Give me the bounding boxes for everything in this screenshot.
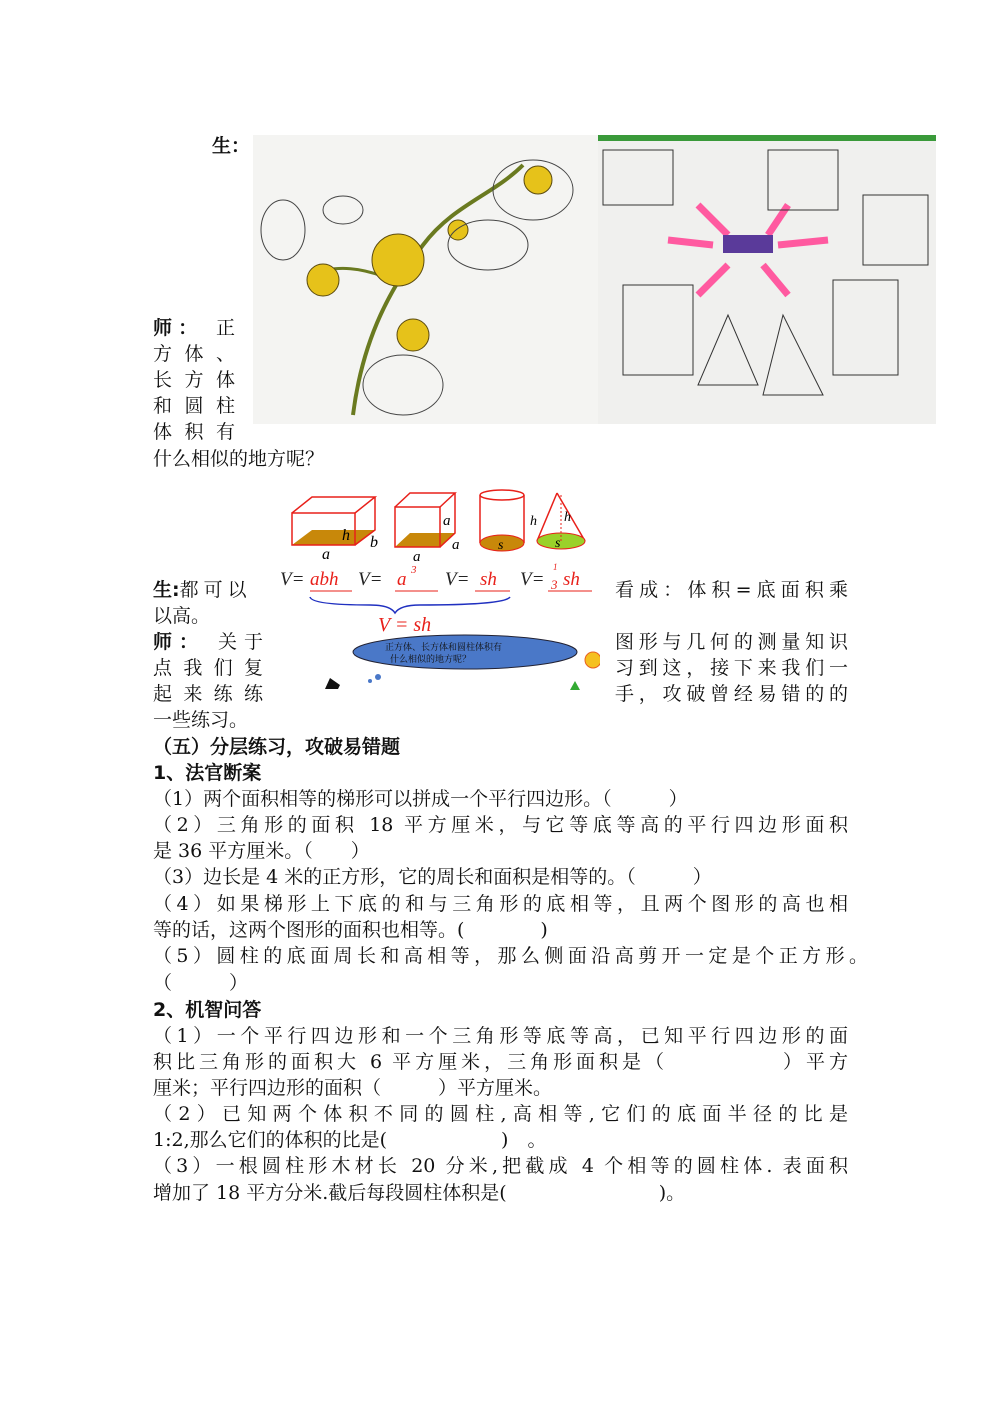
question-line: （ ）: [153, 972, 249, 994]
text-line: 起来练练: [153, 683, 263, 705]
svg-text:h: h: [530, 514, 537, 529]
svg-text:s: s: [498, 538, 504, 553]
svg-text:V=: V=: [445, 569, 470, 590]
text-line: 点我们复: [153, 657, 263, 679]
svg-text:sh: sh: [563, 569, 580, 590]
text-line: 习到这，接下来我们一: [615, 657, 848, 679]
question-line: （5）圆柱的底面周长和高相等，那么侧面沿高剪开一定是个正方形。: [153, 945, 868, 967]
question-line: （2）已知两个体积不同的圆柱,高相等,它们的底面半径的比是: [153, 1103, 848, 1125]
svg-text:a: a: [322, 546, 330, 563]
question-line: 等的话，这两个图形的面积也相等。( ): [153, 919, 548, 941]
part2-title: 2、机智问答: [153, 999, 262, 1021]
student-label: 生:: [153, 579, 180, 601]
question-line: 增加了 18 平方分米.截后每段圆柱体积是( )。: [153, 1182, 686, 1204]
section-title: （五）分层练习，攻破易错题: [153, 736, 401, 758]
mindmap-photo: [598, 135, 936, 424]
svg-text:a: a: [413, 549, 421, 565]
text-line: 长方体: [153, 369, 235, 391]
question-line: （3）一根圆柱形木材长 20 分米,把截成 4 个相等的圆柱体. 表面积: [153, 1155, 848, 1177]
text-line: 和圆柱: [153, 395, 235, 417]
text-line: 一些练习。: [153, 709, 249, 731]
svg-text:b: b: [370, 534, 378, 551]
teacher-question: [153, 316, 235, 340]
student-answer: [153, 578, 252, 602]
svg-text:V = sh: V = sh: [378, 614, 432, 636]
svg-text:3: 3: [551, 577, 558, 592]
text-line: 图形与几何的测量知识: [615, 631, 848, 653]
svg-text:a: a: [452, 537, 460, 553]
svg-text:a: a: [443, 513, 451, 529]
text-line: 手，攻破曾经易错的的: [615, 683, 848, 705]
question-line: 厘米；平行四边形的面积（ ）平方厘米。: [153, 1077, 553, 1099]
svg-text:正方体、长方体和圆柱体积有: 正方体、长方体和圆柱体积有: [385, 642, 503, 652]
part1-title: 1、法官断案: [153, 762, 262, 784]
question-line: （1）两个面积相等的梯形可以拼成一个平行四边形。（ ）: [153, 788, 688, 810]
text-line: 方体、: [153, 343, 235, 365]
svg-text:1: 1: [553, 562, 558, 572]
teacher-label: 师：: [153, 317, 204, 339]
svg-text:sh: sh: [480, 569, 497, 590]
text-line: 体积有: [153, 421, 235, 443]
question-line: 是 36 平方厘米。（ ）: [153, 840, 370, 862]
question-line: 1:2,那么它们的体积的比是( ) 。: [153, 1129, 547, 1151]
volume-formula-figure: [280, 485, 600, 690]
question-line: （3）边长是 4 米的正方形，它的周长和面积是相等的。（ ）: [153, 866, 712, 888]
svg-text:3: 3: [411, 564, 417, 576]
text-line: 关于: [218, 631, 263, 653]
teacher-label: 师：: [153, 631, 205, 653]
question-line: （4）如果梯形上下底的和与三角形的底相等，且两个图形的高也相: [153, 893, 848, 915]
svg-text:abh: abh: [310, 569, 339, 590]
question-line: （1）一个平行四边形和一个三角形等底等高，已知平行四边形的面: [153, 1025, 848, 1047]
student-label: 生：: [212, 135, 251, 157]
teacher-line: [153, 630, 263, 654]
question-line: 积比三角形的面积大 6 平方厘米，三角形面积是（ ）平方: [153, 1051, 848, 1073]
text-line: 看成：体积=底面积乘: [615, 579, 848, 601]
svg-text:a: a: [397, 569, 407, 590]
svg-text:V=: V=: [280, 569, 305, 590]
label-h: h: [342, 527, 350, 544]
svg-text:V=: V=: [358, 569, 383, 590]
svg-text:h: h: [564, 510, 571, 525]
text-line: 以高。: [153, 605, 211, 627]
text-line: 都可以: [179, 579, 252, 601]
text-line: 正: [215, 317, 235, 339]
svg-text:V=: V=: [520, 569, 545, 590]
question-line: （2）三角形的面积 18 平方厘米，与它等底等高的平行四边形面积: [153, 814, 848, 836]
text-line: 什么相似的地方呢？: [153, 448, 325, 470]
svg-text:什么相似的地方呢？: 什么相似的地方呢？: [390, 654, 472, 664]
flower-mindmap-photo: [253, 135, 598, 424]
svg-text:s: s: [555, 536, 561, 551]
